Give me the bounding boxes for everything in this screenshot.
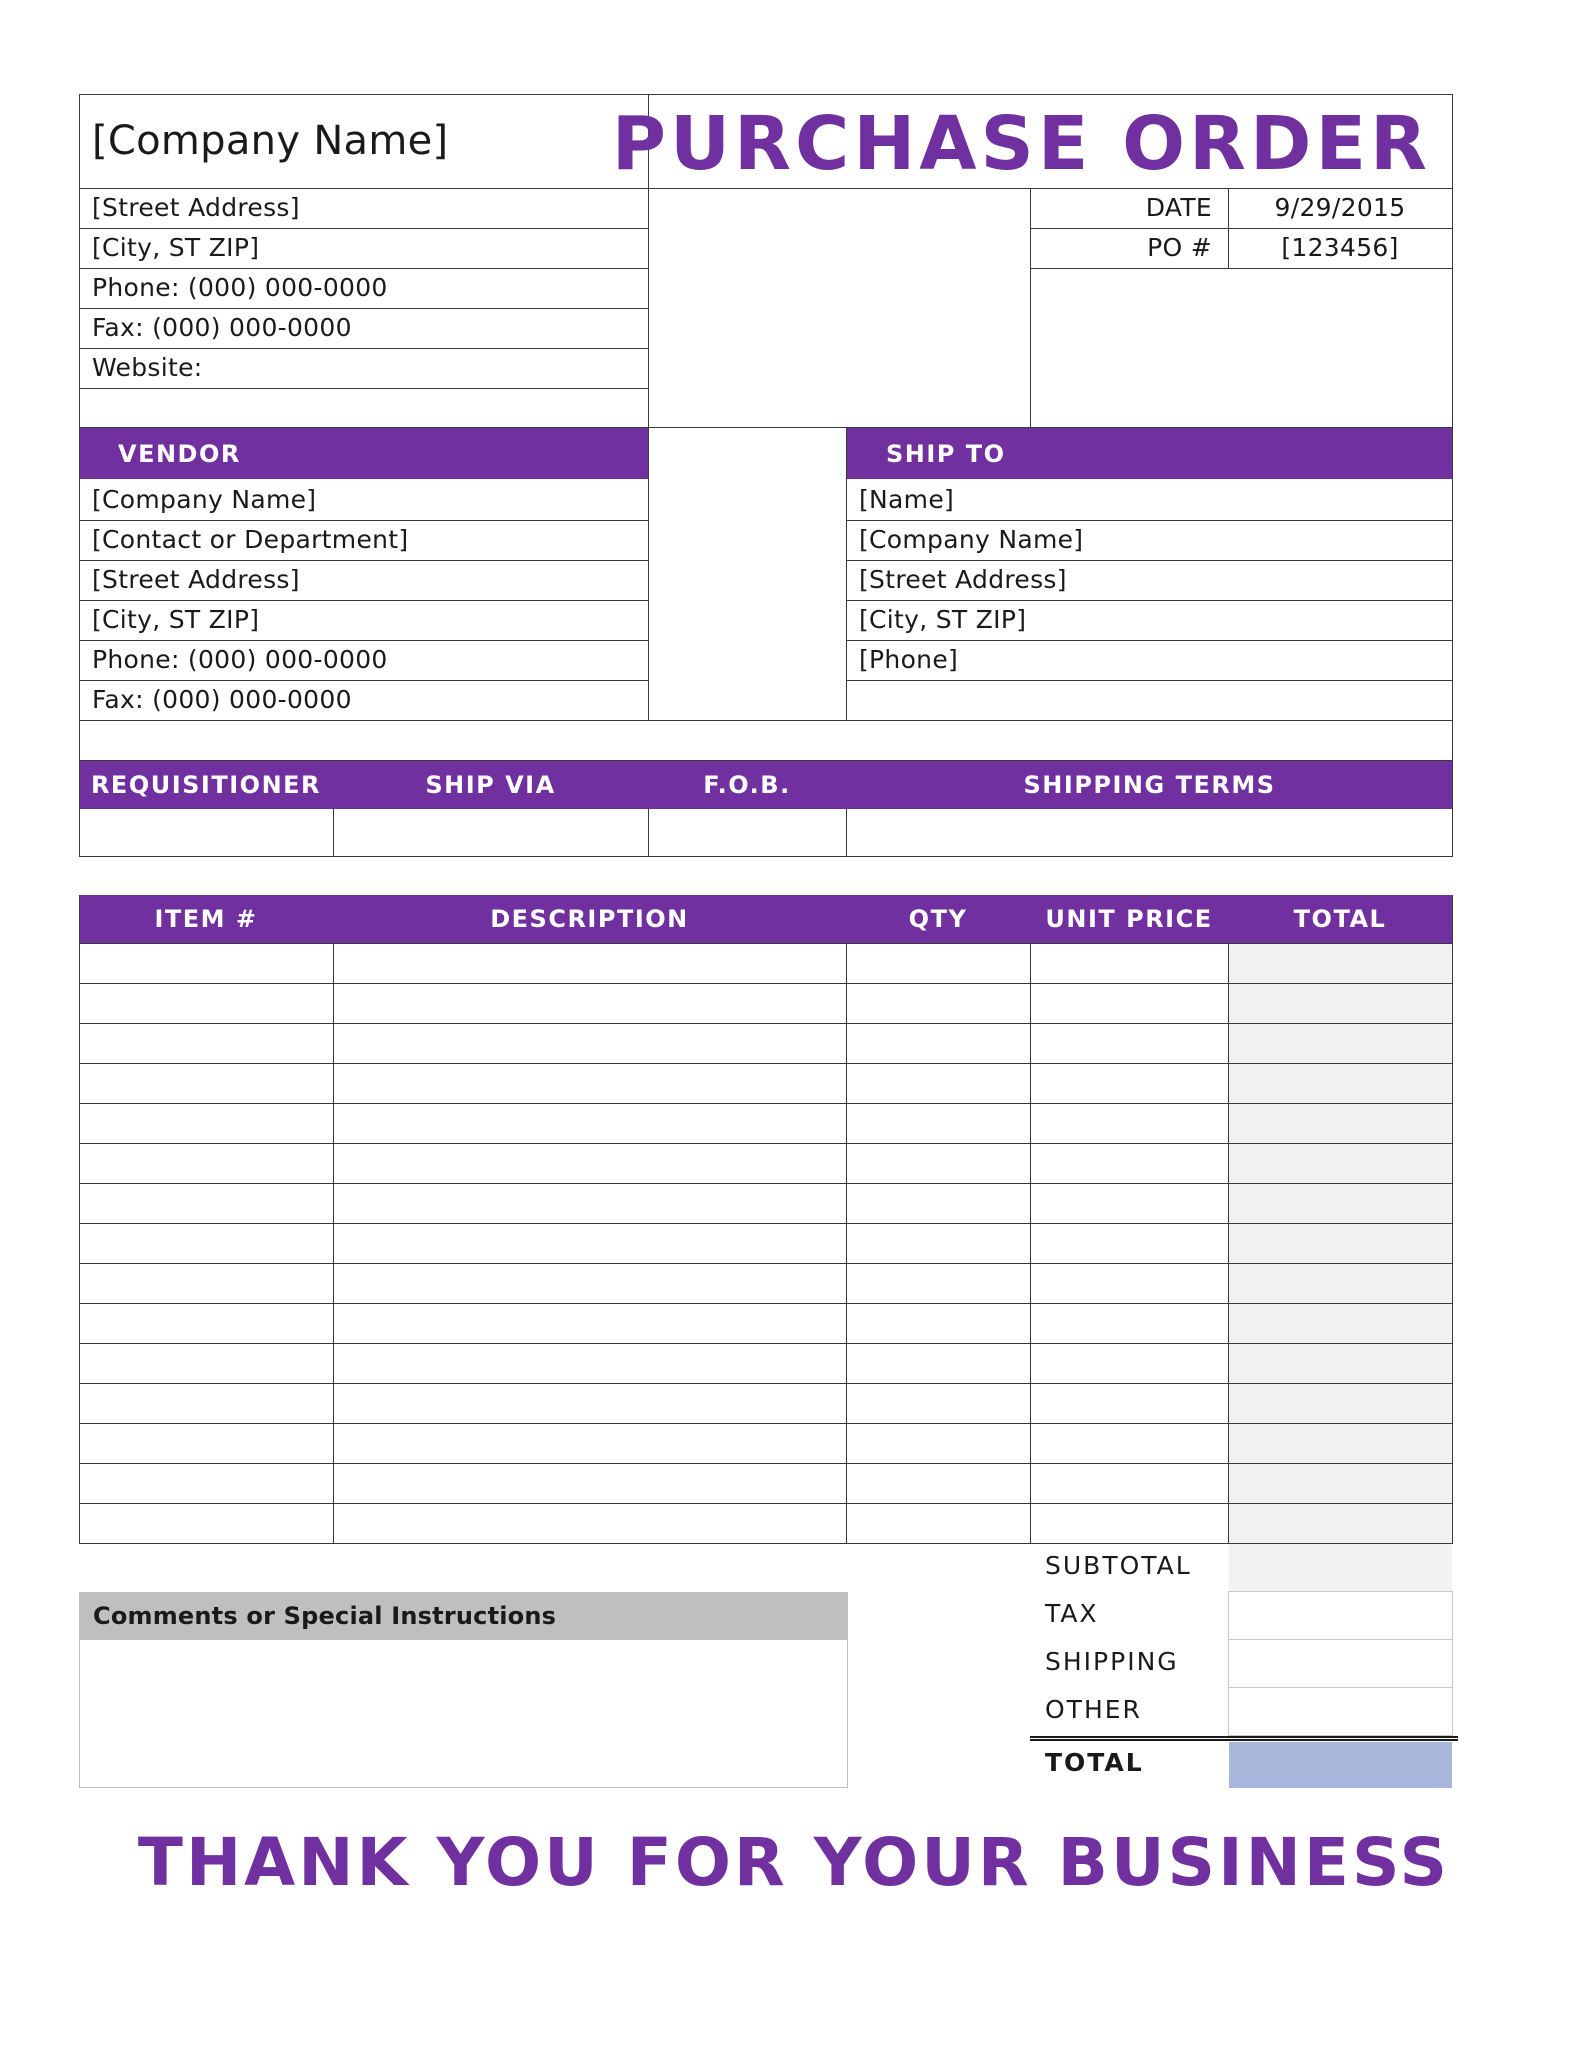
qty-cell[interactable] (847, 984, 1029, 1022)
qty-cell[interactable] (847, 1104, 1029, 1142)
vendor-line[interactable]: [City, ST ZIP] (92, 605, 260, 634)
unit-price-heading: UNIT PRICE (1045, 905, 1213, 933)
tax-input[interactable] (1228, 1591, 1453, 1640)
item-number-cell[interactable] (80, 984, 332, 1022)
line-total-cell (1229, 1464, 1451, 1502)
qty-cell[interactable] (847, 1464, 1029, 1502)
qty-cell[interactable] (847, 1184, 1029, 1222)
description-cell[interactable] (334, 1104, 845, 1142)
shipping-terms-heading: SHIPPING TERMS (1023, 771, 1276, 799)
unit-price-cell[interactable] (1031, 1264, 1227, 1302)
qty-cell[interactable] (847, 1064, 1029, 1102)
shipto-line[interactable]: [City, ST ZIP] (859, 605, 1027, 634)
description-cell[interactable] (334, 1384, 845, 1422)
line-total-cell (1229, 1424, 1451, 1462)
ship-via-heading: SHIP VIA (425, 771, 556, 799)
tax-label: TAX (1045, 1599, 1099, 1628)
line-total-cell (1229, 1504, 1451, 1542)
company-phone: Phone: (000) 000-0000 (92, 273, 388, 302)
item-number-cell[interactable] (80, 1144, 332, 1182)
item-number-cell[interactable] (80, 1184, 332, 1222)
description-cell[interactable] (334, 1344, 845, 1382)
company-website: Website: (92, 353, 203, 382)
total-divider (1030, 1736, 1458, 1741)
description-cell[interactable] (334, 1224, 845, 1262)
vendor-line[interactable]: [Company Name] (92, 485, 317, 514)
shipto-line[interactable]: [Street Address] (859, 565, 1067, 594)
subtotal-label: SUBTOTAL (1045, 1551, 1192, 1580)
unit-price-cell[interactable] (1031, 1024, 1227, 1062)
requisitioner-heading: REQUISITIONER (90, 771, 322, 799)
description-cell[interactable] (334, 944, 845, 982)
description-heading: DESCRIPTION (490, 905, 689, 933)
line-total-cell (1229, 1384, 1451, 1422)
line-total-cell (1229, 1104, 1451, 1142)
qty-cell[interactable] (847, 1504, 1029, 1542)
unit-price-cell[interactable] (1031, 1184, 1227, 1222)
qty-cell[interactable] (847, 1144, 1029, 1182)
line-total-cell (1229, 1264, 1451, 1302)
item-number-cell[interactable] (80, 1024, 332, 1062)
other-label: OTHER (1045, 1695, 1142, 1724)
fob-input[interactable] (649, 810, 845, 855)
company-street: [Street Address] (92, 193, 300, 222)
unit-price-cell[interactable] (1031, 1144, 1227, 1182)
item-number-cell[interactable] (80, 1304, 332, 1342)
item-number-cell[interactable] (80, 1064, 332, 1102)
item-number-cell[interactable] (80, 1224, 332, 1262)
unit-price-cell[interactable] (1031, 1504, 1227, 1542)
qty-cell[interactable] (847, 1424, 1029, 1462)
ship-via-input[interactable] (334, 810, 647, 855)
unit-price-cell[interactable] (1031, 1304, 1227, 1342)
line-total-cell (1229, 984, 1451, 1022)
company-fax: Fax: (000) 000-0000 (92, 313, 352, 342)
vendor-line[interactable]: Phone: (000) 000-0000 (92, 645, 388, 674)
qty-cell[interactable] (847, 1384, 1029, 1422)
date-value[interactable]: 9/29/2015 (1274, 193, 1406, 222)
line-total-cell (1229, 1344, 1451, 1382)
shipping-terms-input[interactable] (847, 810, 1452, 855)
po-value[interactable]: [123456] (1281, 233, 1399, 262)
qty-cell[interactable] (847, 1224, 1029, 1262)
shipping-label: SHIPPING (1045, 1647, 1179, 1676)
requisitioner-input[interactable] (80, 810, 332, 855)
unit-price-cell[interactable] (1031, 944, 1227, 982)
item-number-cell[interactable] (80, 944, 332, 982)
description-cell[interactable] (334, 1504, 845, 1542)
vendor-line[interactable]: [Contact or Department] (92, 525, 409, 554)
unit-price-cell[interactable] (1031, 1224, 1227, 1262)
description-cell[interactable] (334, 1024, 845, 1062)
description-cell[interactable] (334, 1304, 845, 1342)
line-total-cell (1229, 1024, 1451, 1062)
item-number-heading: ITEM # (154, 905, 258, 933)
line-total-cell (1229, 944, 1451, 982)
description-cell[interactable] (334, 1184, 845, 1222)
line-total-cell (1229, 1184, 1451, 1222)
description-cell[interactable] (334, 1064, 845, 1102)
comments-heading: Comments or Special Instructions (93, 1602, 557, 1630)
unit-price-cell[interactable] (1031, 1064, 1227, 1102)
shipping-input[interactable] (1228, 1639, 1453, 1688)
description-cell[interactable] (334, 1264, 845, 1302)
vendor-line[interactable]: Fax: (000) 000-0000 (92, 685, 352, 714)
thank-you-message: THANK YOU FOR YOUR BUSINESS (137, 1824, 1451, 1901)
row-divider (79, 943, 1453, 944)
qty-cell[interactable] (847, 944, 1029, 982)
item-number-cell[interactable] (80, 1464, 332, 1502)
unit-price-cell[interactable] (1031, 1464, 1227, 1502)
description-cell[interactable] (334, 1144, 845, 1182)
company-name-title: [Company Name] (92, 118, 449, 164)
line-total-cell (1229, 1304, 1451, 1342)
po-label: PO # (1147, 233, 1212, 262)
item-number-cell[interactable] (80, 1264, 332, 1302)
company-city: [City, ST ZIP] (92, 233, 260, 262)
line-total-cell (1229, 1224, 1451, 1262)
date-label: DATE (1145, 193, 1212, 222)
qty-cell[interactable] (847, 1304, 1029, 1342)
qty-cell[interactable] (847, 1024, 1029, 1062)
unit-price-cell[interactable] (1031, 1104, 1227, 1142)
unit-price-cell[interactable] (1031, 984, 1227, 1022)
qty-cell[interactable] (847, 1264, 1029, 1302)
item-number-cell[interactable] (80, 1424, 332, 1462)
description-cell[interactable] (334, 1464, 845, 1502)
item-number-cell[interactable] (80, 1504, 332, 1542)
description-cell[interactable] (334, 984, 845, 1022)
item-number-cell[interactable] (80, 1344, 332, 1382)
grand-total-value (1229, 1742, 1452, 1788)
unit-price-cell[interactable] (1031, 1424, 1227, 1462)
item-number-cell[interactable] (80, 1384, 332, 1422)
total-label: TOTAL (1045, 1748, 1144, 1777)
item-number-cell[interactable] (80, 1104, 332, 1142)
shipto-line[interactable]: [Name] (859, 485, 955, 514)
fob-heading: F.O.B. (703, 771, 791, 799)
total-heading: TOTAL (1293, 905, 1387, 933)
subtotal-value (1229, 1544, 1452, 1591)
other-input[interactable] (1228, 1687, 1453, 1736)
vendor-line[interactable]: [Street Address] (92, 565, 300, 594)
unit-price-cell[interactable] (1031, 1344, 1227, 1382)
shipto-line[interactable]: [Phone] (859, 645, 959, 674)
page-title: PURCHASE ORDER (611, 101, 1431, 187)
qty-cell[interactable] (847, 1344, 1029, 1382)
line-total-cell (1229, 1144, 1451, 1182)
description-cell[interactable] (334, 1424, 845, 1462)
shipto-heading: SHIP TO (886, 440, 1006, 468)
qty-heading: QTY (908, 905, 968, 933)
unit-price-cell[interactable] (1031, 1384, 1227, 1422)
vendor-heading: VENDOR (118, 440, 241, 468)
shipto-line[interactable]: [Company Name] (859, 525, 1084, 554)
comments-textarea[interactable] (79, 1640, 848, 1788)
line-total-cell (1229, 1064, 1451, 1102)
